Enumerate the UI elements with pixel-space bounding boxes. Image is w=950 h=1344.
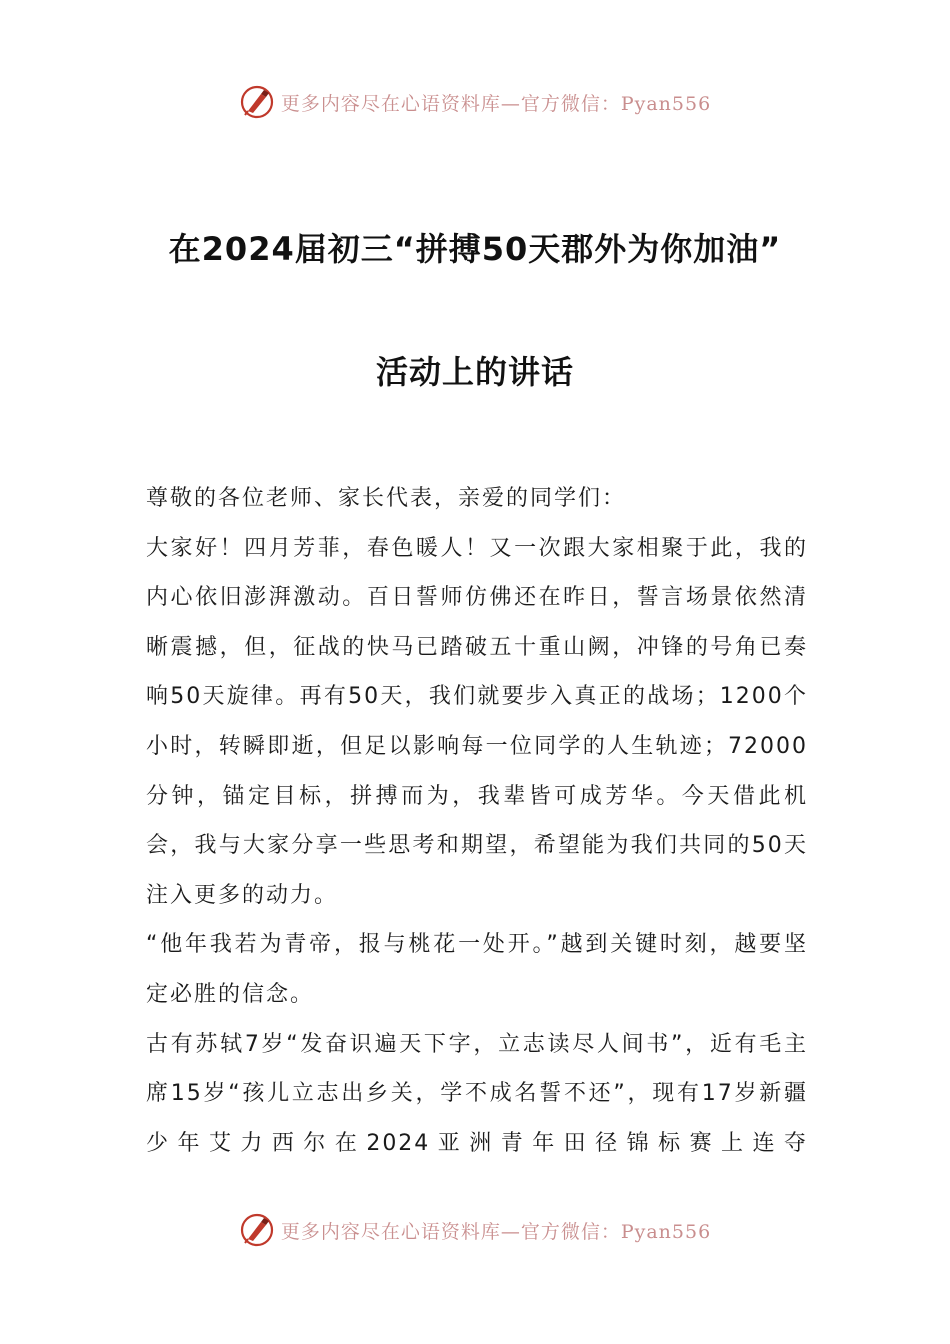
- page-title-line-2: 活动上的讲话: [375, 353, 574, 391]
- speech-body: [146, 474, 808, 1168]
- watermark-text: 更多内容尽在心语资料库—官方微信：Pyan556: [280, 92, 712, 115]
- watermark-header: [0, 84, 950, 120]
- body-paragraph: “他年我若为青帝，报与桃花一处开。”越到关键时刻，越要坚定必胜的信念。: [146, 932, 808, 1007]
- watermark-footer: [0, 1212, 950, 1248]
- page-title-line-1: 在2024届初三“拼搏50天郡外为你加油”: [168, 230, 782, 268]
- body-paragraph: 大家好！四月芳菲，春色暖人！又一次跟大家相聚于此，我的内心依旧澎湃激动。百日誓师仿佛还在昨日，誓言场景依然清晰震撼，但，征战的快马已踏破五十重山阙，冲锋的号角已奏响50天旋律。再有50天，我们就要步入真正的战场；1200个小时，转瞬即逝，但足以影响每一位同学的人生轨迹；72000分钟，锚定目标，拼搏而为，我辈皆可成芳华。今天借此机会，我与大家分享一些思考和期望，希望能为我们共同的50天注入更多的动力。: [146, 535, 808, 908]
- pen-nib-logo-icon: [239, 1212, 275, 1248]
- salutation-paragraph: 尊敬的各位老师、家长代表，亲爱的同学们：: [146, 486, 627, 511]
- watermark-text: 更多内容尽在心语资料库—官方微信：Pyan556: [280, 1220, 712, 1243]
- body-paragraph: 古有苏轼7岁“发奋识遍天下字，立志读尽人间书”，近有毛主席15岁“孩儿立志出乡关，学不成名誓不还”，现有17岁新疆少年艾力西尔在2024亚洲青年田径锦标赛上连夺: [146, 1031, 808, 1156]
- pen-nib-logo-icon: [239, 84, 275, 120]
